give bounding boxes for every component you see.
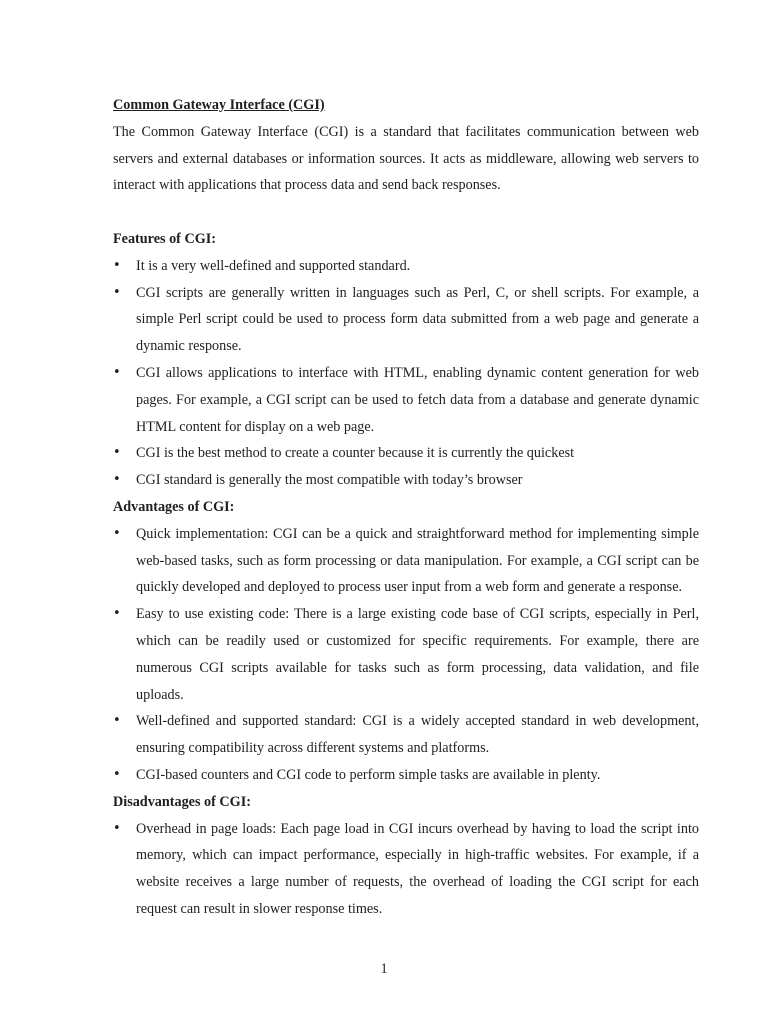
list-item-text: CGI is the best method to create a counter because it is currently the quickest — [136, 445, 575, 462]
list-item-text: Easy to use existing code: There is a large existing code base of CGI scripts, especially in Perl, which can be readily used or customized for specific requirements. For example, there are numerous CGI scripts available for tasks such as form processing, data validation, and file uploads. — [136, 606, 699, 703]
list-item-text: Quick implementation: CGI can be a quick and straightforward method for implementing simple web-based tasks, such as form processing or data manipulation. For example, a CGI script can be quickly developed and deployed to process user input from a web form and generate a response. — [136, 525, 699, 596]
intro-paragraph: The Common Gateway Interface (CGI) is a standard that facilitates communication between web servers and external databases or information sources. It acts as middleware, allowing web servers to interact with applications that process data and send back responses. — [113, 123, 699, 194]
page-number: 1 — [380, 961, 388, 977]
bullet-icon: • — [113, 525, 121, 541]
disadvantages-heading: Disadvantages of CGI: — [113, 793, 251, 810]
list-item-text: CGI allows applications to interface with HTML, enabling dynamic content generation for web pages. For example, a CGI script can be used to fetch data from a database and generate dynamic HTML content for display on a web page. — [136, 364, 699, 435]
list-item — [113, 601, 699, 708]
list-item — [113, 762, 699, 789]
bullet-icon: • — [113, 445, 121, 461]
list-item-text: Well-defined and supported standard: CGI is a widely accepted standard in web development, ensuring compatibility across different systems and platforms. — [136, 713, 699, 757]
bullet-icon: • — [113, 606, 121, 622]
list-item — [113, 253, 699, 280]
list-item-text: Overhead in page loads: Each page load in CGI incurs overhead by having to load the script into memory, which can impact performance, especially in high-traffic websites. For example, if a website receives a large number of requests, the overhead of loading the CGI script for each request can result in slower response times. — [136, 820, 699, 917]
disadvantages-list — [113, 816, 699, 923]
advantages-list — [113, 521, 699, 789]
list-item-text: CGI-based counters and CGI code to perform simple tasks are available in plenty. — [136, 766, 601, 783]
list-item — [113, 521, 699, 601]
features-heading: Features of CGI: — [113, 230, 216, 247]
list-item — [113, 708, 699, 762]
bullet-icon: • — [113, 364, 121, 380]
list-item — [113, 440, 699, 467]
list-item-text: CGI standard is generally the most compatible with today’s browser — [136, 472, 523, 489]
list-item — [113, 816, 699, 923]
list-item-text: It is a very well-defined and supported standard. — [136, 257, 411, 274]
list-item — [113, 360, 699, 440]
document-page — [113, 92, 699, 923]
list-item — [113, 467, 699, 494]
advantages-heading: Advantages of CGI: — [113, 498, 235, 515]
bullet-icon: • — [113, 472, 121, 488]
bullet-icon: • — [113, 284, 121, 300]
paragraph-spacer — [113, 199, 699, 226]
bullet-icon: • — [113, 820, 121, 836]
bullet-icon: • — [113, 713, 121, 729]
list-item-text: CGI scripts are generally written in languages such as Perl, C, or shell scripts. For example, a simple Perl script could be used to process form data submitted from a web page and generate a dynamic response. — [136, 284, 699, 355]
bullet-icon: • — [113, 257, 121, 273]
document-title: Common Gateway Interface (CGI) — [113, 97, 325, 113]
features-list — [113, 253, 699, 494]
list-item — [113, 280, 699, 360]
bullet-icon: • — [113, 766, 121, 782]
